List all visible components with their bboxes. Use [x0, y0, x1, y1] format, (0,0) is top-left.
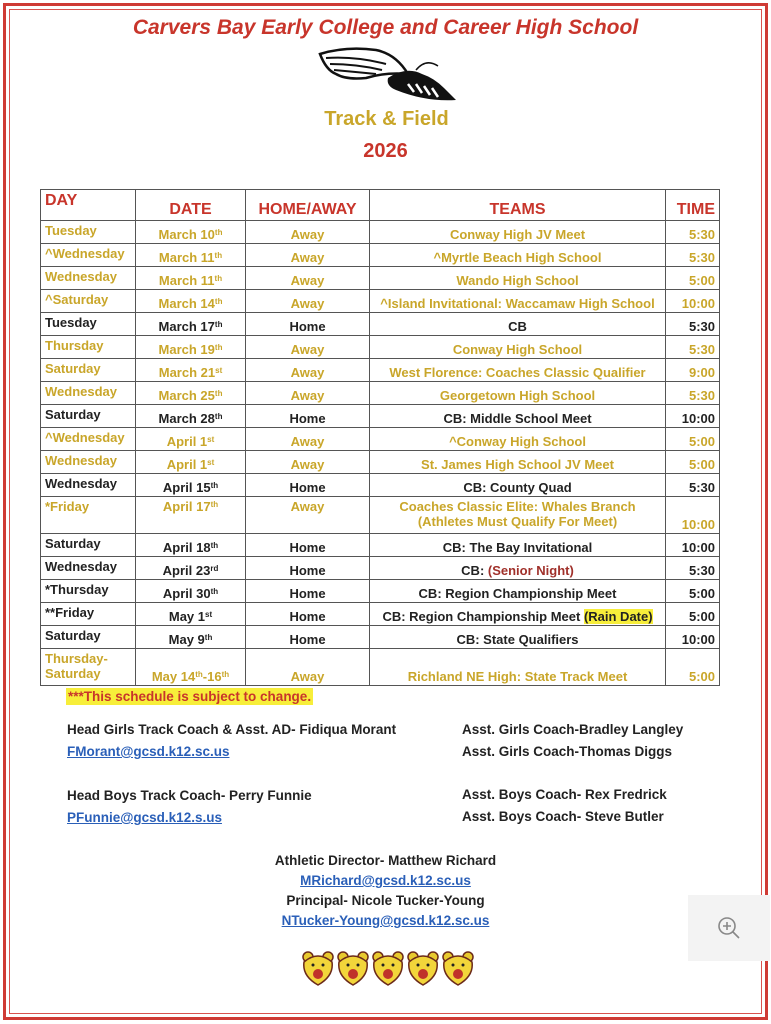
cell-date: [136, 603, 246, 626]
cell-home-away: Home: [246, 313, 370, 336]
cell-time: 5:30: [666, 244, 720, 267]
cell-day: [41, 534, 136, 557]
zoom-in-icon: [716, 915, 742, 941]
cell-day: [41, 626, 136, 649]
table-row: [41, 290, 720, 313]
principal: Principal- Nicole Tucker-Young: [286, 893, 485, 908]
team-text: CB:: [461, 563, 488, 578]
cell-teams: [370, 603, 666, 626]
team-note: (Rain Date): [583, 609, 653, 624]
team-text: Coaches Classic Elite: Whales Branch: [399, 499, 636, 514]
cell-time: 5:30: [666, 474, 720, 497]
cell-home-away: Away: [246, 649, 370, 686]
cell-home-away: Home: [246, 626, 370, 649]
date-suffix: th: [210, 500, 219, 509]
cell-day: [41, 244, 136, 267]
table-row: [41, 428, 720, 451]
cell-teams: [370, 267, 666, 290]
date-suffix: th: [210, 587, 219, 596]
date-text: April 18: [162, 540, 211, 555]
cell-time: 5:00: [666, 603, 720, 626]
cell-teams: [370, 221, 666, 244]
cell-day: [41, 313, 136, 336]
cell-time: 5:30: [666, 382, 720, 405]
day-text-line2: Saturday: [45, 666, 101, 681]
cell-date: [136, 649, 246, 686]
cell-time: 10:00: [666, 497, 720, 534]
table-row: [41, 405, 720, 428]
cell-date: [136, 474, 246, 497]
table-row: [41, 649, 720, 686]
table-row: [41, 313, 720, 336]
col-home-away: HOME/AWAY: [246, 190, 370, 221]
team-text: Wando High School: [456, 273, 579, 288]
cell-time: 10:00: [666, 626, 720, 649]
zoom-in-button[interactable]: [688, 895, 770, 961]
day-text: Saturday: [45, 407, 101, 422]
date-text: March 28: [158, 411, 215, 426]
cell-teams: [370, 649, 666, 686]
asst-boys-coach-1: Asst. Boys Coach- Rex Fredrick: [462, 787, 667, 802]
cell-teams: [370, 336, 666, 359]
date-suffix: th: [214, 274, 223, 283]
cell-teams: [370, 580, 666, 603]
head-boys-coach: Head Boys Track Coach- Perry Funnie: [67, 788, 312, 803]
staff-section: [0, 721, 771, 950]
cell-home-away: Away: [246, 497, 370, 534]
team-text: West Florence: Coaches Classic Qualifier: [389, 365, 646, 380]
winged-shoe-logo: [316, 44, 460, 106]
date-suffix: st: [207, 435, 215, 444]
cell-teams: [370, 405, 666, 428]
cell-time: 5:00: [666, 267, 720, 290]
cell-teams: [370, 428, 666, 451]
cell-day: [41, 267, 136, 290]
table-row: [41, 451, 720, 474]
cell-date: [136, 557, 246, 580]
cell-day: [41, 405, 136, 428]
team-text: CB: Region Championship Meet: [418, 586, 617, 601]
schedule-table: [40, 189, 720, 686]
team-text: CB: Middle School Meet: [443, 411, 592, 426]
day-text: ^Saturday: [45, 292, 109, 307]
team-text: ^Island Invitational: Waccamaw High School: [380, 296, 655, 311]
cell-date: [136, 313, 246, 336]
sport-title: Track & Field: [324, 108, 449, 130]
bear-mascot-icon: [406, 950, 440, 986]
cell-date: [136, 497, 246, 534]
table-row: [41, 244, 720, 267]
date-suffix: th: [204, 633, 213, 642]
cell-time: 10:00: [666, 534, 720, 557]
table-row: [41, 382, 720, 405]
athletic-director: Athletic Director- Matthew Richard: [274, 853, 497, 868]
bear-mascot-icon: [336, 950, 370, 986]
cell-day: [41, 428, 136, 451]
season-year: 2026: [363, 140, 408, 162]
team-text: ^Conway High School: [449, 434, 586, 449]
table-row: [41, 580, 720, 603]
date-text: March 25: [158, 388, 215, 403]
date-suffix-2: th: [221, 670, 230, 679]
date-suffix: th: [214, 412, 223, 421]
date-suffix: th: [210, 541, 219, 550]
cell-home-away: Home: [246, 557, 370, 580]
day-text: Thursday-: [45, 651, 108, 666]
cell-date: [136, 405, 246, 428]
day-text: Tuesday: [45, 223, 97, 238]
table-row: [41, 534, 720, 557]
cell-teams: [370, 244, 666, 267]
athletic-director-email-link[interactable]: MRichard@gcsd.k12.sc.us: [300, 873, 471, 888]
team-text: CB: The Bay Invitational: [442, 540, 593, 555]
cell-home-away: Away: [246, 221, 370, 244]
table-row: [41, 497, 720, 534]
cell-date: [136, 534, 246, 557]
schedule-disclaimer: ***This schedule is subject to change.: [68, 689, 312, 704]
cell-day: [41, 649, 136, 686]
date-suffix: rd: [210, 564, 219, 573]
cell-time: 5:30: [666, 221, 720, 244]
date-text: March 17: [158, 319, 215, 334]
cell-day: [41, 336, 136, 359]
cell-time: 10:00: [666, 405, 720, 428]
day-text: Saturday: [45, 536, 101, 551]
cell-time: 5:00: [666, 451, 720, 474]
cell-teams: [370, 451, 666, 474]
cell-date: [136, 290, 246, 313]
cell-day: [41, 290, 136, 313]
cell-day: [41, 497, 136, 534]
cell-date: [136, 428, 246, 451]
date-text: March 11: [158, 273, 215, 288]
head-boys-email-link[interactable]: PFunnie@gcsd.k12.s.us: [67, 810, 222, 825]
date-suffix: th: [195, 670, 203, 679]
day-text: *Friday: [45, 499, 90, 514]
date-suffix: th: [214, 343, 223, 352]
date-suffix: th: [214, 251, 223, 260]
cell-time: 5:00: [666, 428, 720, 451]
cell-day: [41, 580, 136, 603]
team-text: Conway High JV Meet: [449, 227, 586, 242]
day-text: Tuesday: [45, 315, 97, 330]
school-title: Carvers Bay Early College and Career High School: [132, 16, 639, 39]
table-row: [41, 474, 720, 497]
cell-home-away: Away: [246, 359, 370, 382]
day-text: ^Wednesday: [45, 246, 125, 261]
cell-home-away: Away: [246, 244, 370, 267]
day-text: Thursday: [45, 338, 104, 353]
cell-day: [41, 451, 136, 474]
team-text: CB: County Quad: [463, 480, 572, 495]
cell-home-away: Home: [246, 580, 370, 603]
date-text: April 15: [162, 480, 211, 495]
table-row: [41, 336, 720, 359]
date-text: April 23: [162, 563, 211, 578]
bear-mascot-icon: [441, 950, 475, 986]
cell-day: [41, 221, 136, 244]
day-text: Wednesday: [45, 453, 118, 468]
cell-date: [136, 336, 246, 359]
cell-home-away: Away: [246, 428, 370, 451]
day-text: *Thursday: [45, 582, 109, 597]
date-text: March 10: [158, 227, 215, 242]
cell-teams: [370, 557, 666, 580]
cell-teams: [370, 534, 666, 557]
cell-home-away: Home: [246, 534, 370, 557]
cell-date: [136, 626, 246, 649]
cell-home-away: Home: [246, 474, 370, 497]
team-text-line2: (Athletes Must Qualify For Meet): [417, 514, 618, 529]
cell-teams: [370, 313, 666, 336]
date-suffix: st: [207, 458, 215, 467]
asst-girls-coach-2: Asst. Girls Coach-Thomas Diggs: [462, 744, 673, 759]
bear-mascot-icon: [301, 950, 335, 986]
cell-day: [41, 474, 136, 497]
cell-time: 10:00: [666, 290, 720, 313]
cell-date: [136, 382, 246, 405]
cell-home-away: Away: [246, 336, 370, 359]
table-row: [41, 626, 720, 649]
cell-day: [41, 603, 136, 626]
date-text: April 30: [162, 586, 211, 601]
cell-date: [136, 359, 246, 382]
team-text: Georgetown High School: [439, 388, 596, 403]
date-suffix: th: [214, 228, 223, 237]
day-text: Wednesday: [45, 269, 118, 284]
col-teams: TEAMS: [370, 190, 666, 221]
team-text: Richland NE High: State Track Meet: [407, 669, 628, 684]
table-header-row: [41, 190, 720, 221]
cell-time: 5:30: [666, 313, 720, 336]
principal-email-link[interactable]: NTucker-Young@gcsd.k12.sc.us: [281, 913, 490, 928]
col-time: TIME: [666, 190, 720, 221]
table-row: [41, 557, 720, 580]
date-text: April 17: [162, 499, 211, 514]
date-suffix: th: [210, 481, 219, 490]
cell-time: 5:30: [666, 336, 720, 359]
col-date: DATE: [136, 190, 246, 221]
content-flow: [0, 189, 771, 986]
cell-date: [136, 244, 246, 267]
cell-home-away: Away: [246, 267, 370, 290]
day-text: ^Wednesday: [45, 430, 125, 445]
day-text: Saturday: [45, 628, 101, 643]
day-text: **Friday: [45, 605, 95, 620]
cell-date: [136, 221, 246, 244]
cell-time: 5:00: [666, 580, 720, 603]
date-suffix: th: [214, 297, 223, 306]
table-row: [41, 359, 720, 382]
day-text: Wednesday: [45, 384, 118, 399]
date-text: March 11: [158, 250, 215, 265]
cell-time: 9:00: [666, 359, 720, 382]
date-text: April 1: [166, 457, 208, 472]
cell-teams: [370, 359, 666, 382]
date-suffix: st: [215, 366, 223, 375]
team-text: St. James High School JV Meet: [421, 457, 614, 472]
table-row: [41, 603, 720, 626]
cell-time: 5:00: [666, 649, 720, 686]
head-girls-coach: Head Girls Track Coach & Asst. AD- Fidiqua Morant: [67, 722, 397, 737]
team-text: Conway High School: [452, 342, 583, 357]
bear-mascot-icon: [371, 950, 405, 986]
cell-home-away: Home: [246, 603, 370, 626]
cell-home-away: Away: [246, 290, 370, 313]
cell-day: [41, 382, 136, 405]
cell-teams: [370, 382, 666, 405]
team-text: CB: State Qualifiers: [456, 632, 579, 647]
date-tail: -16: [202, 669, 222, 684]
date-text: April 1: [166, 434, 208, 449]
table-row: [41, 267, 720, 290]
asst-girls-coach-1: Asst. Girls Coach-Bradley Langley: [462, 722, 684, 737]
date-text: March 21: [158, 365, 216, 380]
date-text: May 9: [168, 632, 205, 647]
cell-teams: [370, 290, 666, 313]
cell-teams: [370, 626, 666, 649]
team-text: CB: Region Championship Meet: [382, 609, 584, 624]
cell-home-away: Away: [246, 451, 370, 474]
day-text: Wednesday: [45, 476, 118, 491]
cell-time: 5:30: [666, 557, 720, 580]
date-text: March 19: [158, 342, 215, 357]
date-text: May 14: [151, 669, 196, 684]
date-text: May 1: [168, 609, 205, 624]
table-row: [41, 221, 720, 244]
day-text: Saturday: [45, 361, 101, 376]
team-note: (Senior Night): [487, 563, 574, 578]
cell-date: [136, 267, 246, 290]
date-text: March 14: [158, 296, 215, 311]
head-girls-email-link[interactable]: FMorant@gcsd.k12.sc.us: [67, 744, 230, 759]
day-text: Wednesday: [45, 559, 118, 574]
date-suffix: th: [214, 389, 223, 398]
cell-date: [136, 580, 246, 603]
cell-day: [41, 557, 136, 580]
date-suffix: st: [205, 610, 213, 619]
cell-date: [136, 451, 246, 474]
asst-boys-coach-2: Asst. Boys Coach- Steve Butler: [462, 809, 664, 824]
cell-home-away: Home: [246, 405, 370, 428]
cell-day: [41, 359, 136, 382]
date-suffix: th: [214, 320, 223, 329]
team-text: ^Myrtle Beach High School: [433, 250, 602, 265]
cell-teams: [370, 497, 666, 534]
team-text: CB: [508, 319, 527, 334]
col-day: DAY: [41, 190, 136, 221]
cell-home-away: Away: [246, 382, 370, 405]
cell-teams: [370, 474, 666, 497]
bear-mascot-row: [301, 950, 481, 986]
